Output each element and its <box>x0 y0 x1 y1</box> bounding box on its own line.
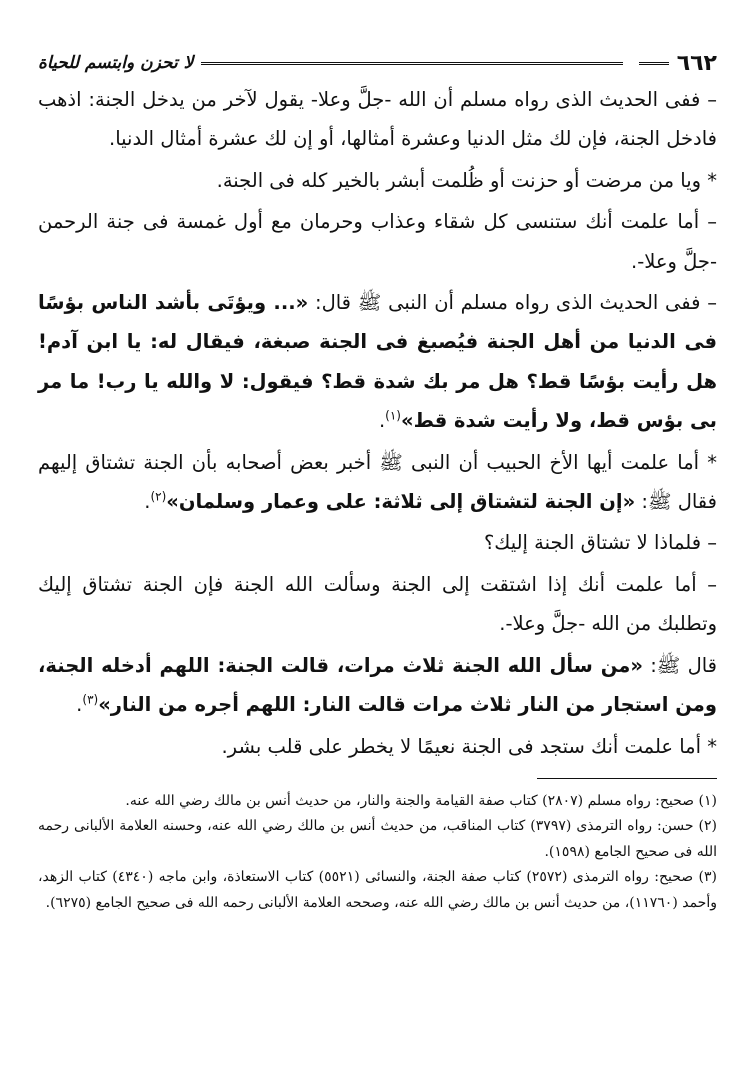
footnote-ref: (١) <box>385 408 401 423</box>
paragraph-lead: * أما علمت أيها الأخ الحبيب أن النبى ﷺ أخبر بعض أصحابه بأن الجنة تشتاق إليهم فقال ﷺ: <box>38 450 717 514</box>
footnote: (١) صحيح: رواه مسلم (٢٨٠٧) كتاب صفة القيامة والجنة والنار، من حديث أنس بن مالك رضي الله عنه. <box>125 792 717 809</box>
header-rule-short <box>639 62 669 65</box>
paragraph-lead: – ففى الحديث الذى رواه مسلم أن النبى ﷺ قال: <box>308 291 717 315</box>
paragraph-lead: قال ﷺ: <box>642 653 717 677</box>
footnote: (٢) حسن: رواه الترمذى (٣٧٩٧) كتاب المناقب، من حديث أنس بن مالك رضي الله عنه، وحسنه العلامة الألبانى رحمه الله فى صحيح الجامع (١٥٩٨). <box>38 818 717 860</box>
page-number: ٦٦٢ <box>676 50 717 76</box>
footnotes <box>38 789 717 917</box>
paragraph: * أما علمت أنك ستجد فى الجنة نعيمًا لا يخطر على قلب بشر. <box>221 734 717 758</box>
paragraph: – أما علمت أنك إذا اشتقت إلى الجنة وسألت الله الجنة فإن الجنة تشتاق إليك وتطلبك من الله -جلَّ وعلا-. <box>38 572 717 636</box>
hadith-quote: «إن الجنة لتشتاق إلى ثلاثة: على وعمار وسلمان» <box>166 490 636 514</box>
page-header <box>38 50 717 76</box>
footnote-ref: (٣) <box>82 692 99 707</box>
paragraph: – أما علمت أنك ستنسى كل شقاء وعذاب وحرمان مع أول غمسة فى جنة الرحمن -جلَّ وعلا-. <box>38 210 717 273</box>
footnote-divider <box>537 778 717 779</box>
main-text <box>38 80 717 766</box>
paragraph: * ويا من مرضت أو حزنت أو ظُلمت أبشر بالخير كله فى الجنة. <box>216 168 717 192</box>
paragraph <box>38 283 717 441</box>
hadith-quote: «من سأل الله الجنة ثلاث مرات، قالت الجنة: اللهم أدخله الجنة، ومن استجار من النار ثلاث مرات قالت النار: اللهم أجره من النار» <box>38 653 717 717</box>
paragraph <box>38 443 717 522</box>
paragraph <box>38 646 717 725</box>
footnote: (٣) صحيح: رواه الترمذى (٢٥٧٢) كتاب صفة الجنة، والنسائى (٥٥٢١) كتاب الاستعاذة، وابن ماجه (٤٣٤٠) كتاب الزهد، وأحمد (١١٧٦٠)، من حديث أنس بن مالك رضي الله عنه، وصححه العلامة الألبانى رحمه الله فى صحيح الجامع (٦٢٧٥). <box>38 869 718 911</box>
hadith-quote: «... ويؤتَى بأشد الناس بؤسًا فى الدنيا من أهل الجنة فيُصبغ فى الجنة صبغة، فيقال له: يا ابن آدم! هل رأيت بؤسًا قط؟ هل مر بك شدة قط؟ فيقول: لا والله يا رب! ما مر بى بؤس قط، ولا رأيت شدة قط» <box>38 291 717 433</box>
paragraph: – فلماذا لا تشتاق الجنة إليك؟ <box>483 531 717 555</box>
paragraph: – ففى الحديث الذى رواه مسلم أن الله -جلَّ وعلا- يقول لآخر من يدخل الجنة: اذهب فادخل الجنة، فإن لك مثل الدنيا وعشرة أمثالها، أو إن لك عشرة أمثال الدنيا. <box>38 88 717 151</box>
footnote-ref: (٢) <box>150 489 167 504</box>
book-title: لا تحزن وابتسم للحياة <box>38 53 194 73</box>
header-rule-long <box>201 62 622 65</box>
paragraph-tail: . <box>144 490 151 514</box>
paragraph-tail: . <box>378 409 386 433</box>
paragraph-tail: . <box>76 693 83 717</box>
